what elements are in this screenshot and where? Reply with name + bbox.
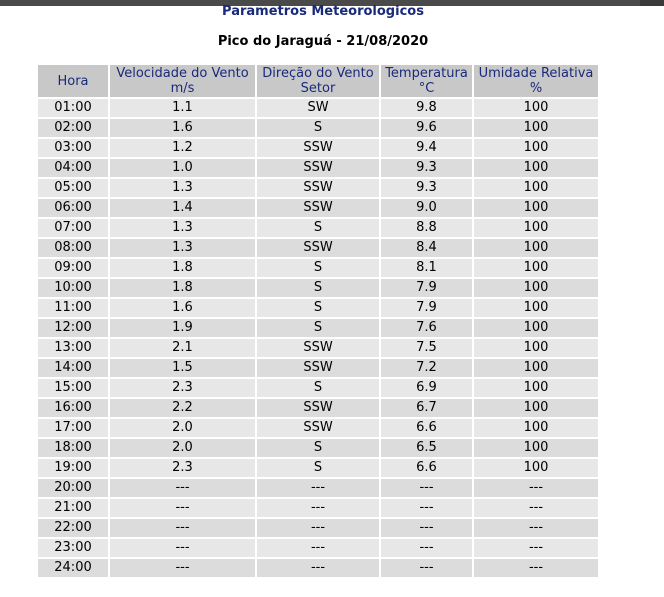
cell-wind-speed: 1.3: [110, 179, 255, 197]
cell-hora: 20:00: [38, 479, 108, 497]
header-humidity-unit: %: [529, 81, 543, 96]
cell-temperature: 9.3: [381, 159, 472, 177]
cell-wind-speed: 2.0: [110, 419, 255, 437]
table-row: [38, 439, 598, 457]
cell-wind-speed: ---: [110, 559, 255, 577]
table-row: [38, 319, 598, 337]
cell-temperature: 7.9: [381, 279, 472, 297]
table-row: [38, 359, 598, 377]
cell-temperature: 9.4: [381, 139, 472, 157]
cell-temperature: 6.7: [381, 399, 472, 417]
table-row: [38, 459, 598, 477]
cell-hora: 03:00: [38, 139, 108, 157]
cell-humidity: 100: [474, 279, 598, 297]
cell-wind-direction: S: [257, 319, 379, 337]
cell-wind-speed: 1.6: [110, 119, 255, 137]
cell-hora: 22:00: [38, 519, 108, 537]
header-wind-direction-unit: Setor: [300, 81, 336, 96]
cell-wind-direction: S: [257, 299, 379, 317]
cell-humidity: 100: [474, 299, 598, 317]
cell-humidity: 100: [474, 179, 598, 197]
table-row: [38, 119, 598, 137]
cell-hora: 19:00: [38, 459, 108, 477]
cell-hora: 12:00: [38, 319, 108, 337]
table-row: [38, 219, 598, 237]
cell-temperature: 6.5: [381, 439, 472, 457]
table-row: [38, 479, 598, 497]
cell-temperature: ---: [381, 499, 472, 517]
cell-temperature: 8.1: [381, 259, 472, 277]
cell-wind-direction: S: [257, 279, 379, 297]
table-row: [38, 499, 598, 517]
cell-temperature: 7.9: [381, 299, 472, 317]
cell-humidity: 100: [474, 99, 598, 117]
cell-wind-speed: 2.3: [110, 459, 255, 477]
cell-wind-speed: 1.3: [110, 219, 255, 237]
cell-wind-speed: 1.5: [110, 359, 255, 377]
header-humidity: [474, 65, 598, 97]
cell-wind-speed: ---: [110, 519, 255, 537]
cell-temperature: ---: [381, 539, 472, 557]
cell-wind-direction: SSW: [257, 399, 379, 417]
cell-hora: 17:00: [38, 419, 108, 437]
cell-temperature: 6.6: [381, 419, 472, 437]
cell-wind-speed: 1.2: [110, 139, 255, 157]
table-row: [38, 419, 598, 437]
cell-wind-speed: ---: [110, 539, 255, 557]
cell-humidity: 100: [474, 239, 598, 257]
weather-table: [36, 63, 600, 579]
cell-wind-direction: ---: [257, 479, 379, 497]
header-wind-speed: [110, 65, 255, 97]
table-row: [38, 559, 598, 577]
cell-wind-speed: 1.6: [110, 299, 255, 317]
cell-hora: 11:00: [38, 299, 108, 317]
cell-humidity: 100: [474, 459, 598, 477]
cell-wind-direction: S: [257, 459, 379, 477]
cell-wind-direction: SSW: [257, 179, 379, 197]
cell-humidity: 100: [474, 119, 598, 137]
page-heading: Parametros Meteorologicos: [222, 4, 424, 19]
table-row: [38, 279, 598, 297]
cell-wind-direction: SSW: [257, 139, 379, 157]
cell-wind-direction: SSW: [257, 339, 379, 357]
cell-wind-direction: ---: [257, 519, 379, 537]
cell-temperature: 6.6: [381, 459, 472, 477]
cell-wind-direction: SW: [257, 99, 379, 117]
cell-wind-speed: 2.1: [110, 339, 255, 357]
cell-hora: 18:00: [38, 439, 108, 457]
cell-hora: 05:00: [38, 179, 108, 197]
cell-wind-direction: ---: [257, 559, 379, 577]
header-wind-speed-line1: Velocidade do Vento: [116, 66, 249, 81]
table-row: [38, 239, 598, 257]
cell-humidity: 100: [474, 159, 598, 177]
cell-temperature: 9.6: [381, 119, 472, 137]
header-temperature: [381, 65, 472, 97]
table-row: [38, 539, 598, 557]
cell-temperature: ---: [381, 559, 472, 577]
cell-hora: 08:00: [38, 239, 108, 257]
cell-wind-direction: SSW: [257, 359, 379, 377]
header-hora: [38, 65, 108, 97]
cell-wind-direction: S: [257, 439, 379, 457]
table-row: [38, 159, 598, 177]
cell-humidity: ---: [474, 539, 598, 557]
cell-humidity: ---: [474, 499, 598, 517]
cell-hora: 16:00: [38, 399, 108, 417]
cell-temperature: 9.3: [381, 179, 472, 197]
cell-hora: 06:00: [38, 199, 108, 217]
cell-wind-speed: ---: [110, 479, 255, 497]
cell-temperature: 8.8: [381, 219, 472, 237]
cell-hora: 07:00: [38, 219, 108, 237]
cell-wind-direction: S: [257, 219, 379, 237]
cell-wind-speed: ---: [110, 499, 255, 517]
cell-humidity: 100: [474, 379, 598, 397]
cell-wind-speed: 1.8: [110, 259, 255, 277]
cell-wind-speed: 1.8: [110, 279, 255, 297]
table-header-row: [38, 65, 598, 97]
cell-wind-direction: SSW: [257, 239, 379, 257]
cell-hora: 23:00: [38, 539, 108, 557]
cell-humidity: 100: [474, 139, 598, 157]
cell-wind-direction: SSW: [257, 419, 379, 437]
cell-wind-speed: 2.3: [110, 379, 255, 397]
cell-wind-speed: 1.1: [110, 99, 255, 117]
page-subtitle: Pico do Jaraguá - 21/08/2020: [217, 34, 429, 49]
cell-temperature: 8.4: [381, 239, 472, 257]
cell-hora: 21:00: [38, 499, 108, 517]
cell-wind-speed: 2.2: [110, 399, 255, 417]
table-row: [38, 339, 598, 357]
cell-hora: 09:00: [38, 259, 108, 277]
header-hora-line1: Hora: [57, 73, 89, 89]
cell-wind-direction: S: [257, 379, 379, 397]
header-wind-direction: [257, 65, 379, 97]
cell-humidity: 100: [474, 399, 598, 417]
cell-hora: 13:00: [38, 339, 108, 357]
cell-wind-direction: S: [257, 259, 379, 277]
table-row: [38, 139, 598, 157]
cell-hora: 01:00: [38, 99, 108, 117]
table-row: [38, 299, 598, 317]
cell-humidity: ---: [474, 479, 598, 497]
cell-wind-speed: 1.4: [110, 199, 255, 217]
header-temperature-line1: Temperatura: [385, 66, 468, 81]
cell-temperature: 7.2: [381, 359, 472, 377]
cell-temperature: 9.8: [381, 99, 472, 117]
table-row: [38, 519, 598, 537]
header-wind-speed-unit: m/s: [170, 81, 195, 96]
cell-wind-direction: S: [257, 119, 379, 137]
cell-humidity: 100: [474, 319, 598, 337]
table-row: [38, 259, 598, 277]
cell-temperature: 7.6: [381, 319, 472, 337]
cell-wind-speed: 1.0: [110, 159, 255, 177]
cell-hora: 04:00: [38, 159, 108, 177]
cell-humidity: ---: [474, 519, 598, 537]
cell-wind-direction: SSW: [257, 199, 379, 217]
cell-temperature: ---: [381, 479, 472, 497]
cell-wind-speed: 2.0: [110, 439, 255, 457]
cell-hora: 02:00: [38, 119, 108, 137]
cell-temperature: 9.0: [381, 199, 472, 217]
table-row: [38, 399, 598, 417]
cell-hora: 10:00: [38, 279, 108, 297]
cell-temperature: 7.5: [381, 339, 472, 357]
cell-humidity: 100: [474, 259, 598, 277]
table-row: [38, 199, 598, 217]
cell-humidity: 100: [474, 199, 598, 217]
table-row: [38, 99, 598, 117]
cell-wind-direction: ---: [257, 539, 379, 557]
header-temperature-unit: °C: [418, 81, 435, 96]
cell-wind-direction: ---: [257, 499, 379, 517]
cell-wind-speed: 1.3: [110, 239, 255, 257]
header-wind-direction-line1: Direção do Vento: [262, 66, 374, 81]
header-humidity-line1: Umidade Relativa: [478, 66, 594, 81]
table-row: [38, 379, 598, 397]
cell-hora: 14:00: [38, 359, 108, 377]
cell-temperature: ---: [381, 519, 472, 537]
cell-humidity: 100: [474, 219, 598, 237]
cell-humidity: 100: [474, 359, 598, 377]
cell-humidity: 100: [474, 419, 598, 437]
cell-humidity: 100: [474, 439, 598, 457]
cell-temperature: 6.9: [381, 379, 472, 397]
cell-wind-direction: SSW: [257, 159, 379, 177]
cell-hora: 24:00: [38, 559, 108, 577]
cell-humidity: 100: [474, 339, 598, 357]
table-row: [38, 179, 598, 197]
cell-wind-speed: 1.9: [110, 319, 255, 337]
cell-hora: 15:00: [38, 379, 108, 397]
cell-humidity: ---: [474, 559, 598, 577]
